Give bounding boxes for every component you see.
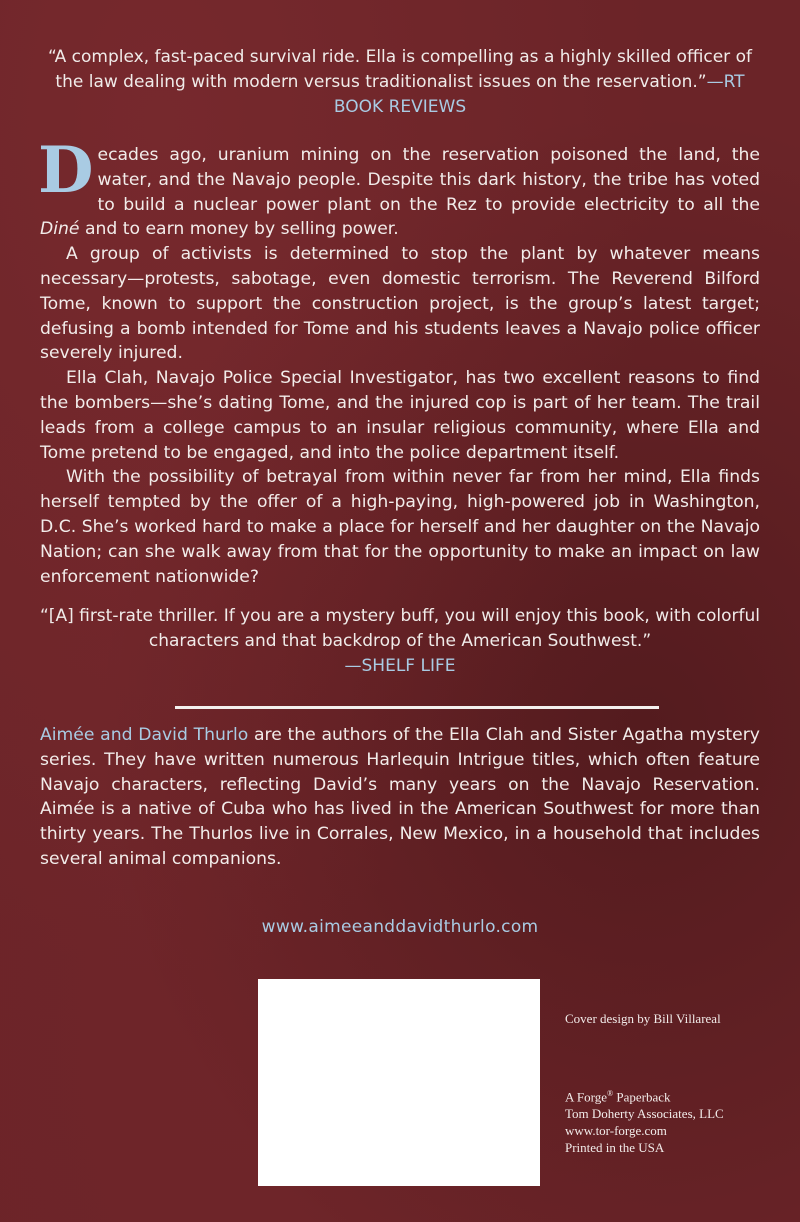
synopsis-paragraph-4: With the possibility of betrayal from within never far from her mind, Ella finds herself tempted by the offer of a high-paying, high-powered job in Washington, D.C. She’s worked hard to make a place for herself and her daughter on the Navajo Nation; can she walk away from that for the opportunity to make an impact on law enforcement nationwide? <box>40 467 760 587</box>
synopsis-paragraph-1 <box>38 133 760 242</box>
quote-source: —RT BOOK REVIEWS <box>333 72 745 117</box>
author-website: www.aimeeanddavidthurlo.com <box>261 917 539 937</box>
registered-mark: ® <box>607 1089 614 1098</box>
synopsis-paragraph-2: A group of activists is determined to stop the plant by whatever means necessary—protests, sabotage, even domestic terrorism. The Reverend Bilford Tome, known to support the construction project, is the group’s latest target; defusing a bomb intended for Tome and his students leaves a Navajo police officer severely injured. <box>40 244 760 364</box>
cover-credit: Cover design by Bill Villareal <box>565 1011 721 1026</box>
publisher-info <box>565 1085 724 1156</box>
review-quote-rt <box>40 45 760 120</box>
publisher-line-2: Tom Doherty Associates, LLC <box>565 1106 724 1122</box>
section-divider <box>175 706 659 709</box>
dine-italic: Diné <box>40 219 80 240</box>
quote-text: “[A] first-rate thriller. If you are a mystery buff, you will enjoy this book, with colorful characters and that backdrop of the American Southwest.” <box>40 606 761 651</box>
publisher-line-4: Printed in the USA <box>565 1140 665 1156</box>
author-bio <box>40 723 760 872</box>
publisher-line-1 <box>565 1085 724 1105</box>
bio-text: are the authors of the Ella Clah and Sister Agatha mystery series. They have written numerous Harlequin Intrigue titles, which often feature Navajo characters, reflecting David’s many years on the Navajo Reservation. Aimée is a native of Cuba who has lived in the American Southwest for more than thirty years. The Thurlos live in Corrales, New Mexico, in a household that includes several animal companions. <box>40 725 760 869</box>
synopsis <box>38 133 760 589</box>
drop-cap: D <box>38 133 94 208</box>
synopsis-paragraph-3: Ella Clah, Navajo Police Special Investigator, has two excellent reasons to find the bombers—she’s dating Tome, and the injured cop is part of her team. The trail leads from a college campus to an insular religious community, where Ella and Tome pretend to be engaged, and into the police department itself. <box>40 368 760 463</box>
publisher-line-3: www.tor-forge.com <box>565 1123 667 1139</box>
author-names: Aimée and David Thurlo <box>40 725 249 745</box>
review-quote-shelf-life <box>40 604 760 679</box>
synopsis-text-end: and to earn money by selling power. <box>79 219 399 240</box>
barcode-area <box>258 979 540 1186</box>
quote-text: “A complex, fast-paced survival ride. Ella is compelling as a highly skilled officer of the law dealing with modern versus traditionalist issues on the reservation.” <box>48 47 752 92</box>
format-label: Paperback <box>613 1089 671 1105</box>
quote-source: —SHELF LIFE <box>344 656 456 676</box>
synopsis-text: ecades ago, uranium mining on the reservation poisoned the land, the water, and the Navajo people. Despite this dark history, the tribe has voted to build a nuclear power plant on the Rez to provide electricity to all the <box>97 145 760 215</box>
imprint-name: A Forge <box>565 1089 608 1105</box>
